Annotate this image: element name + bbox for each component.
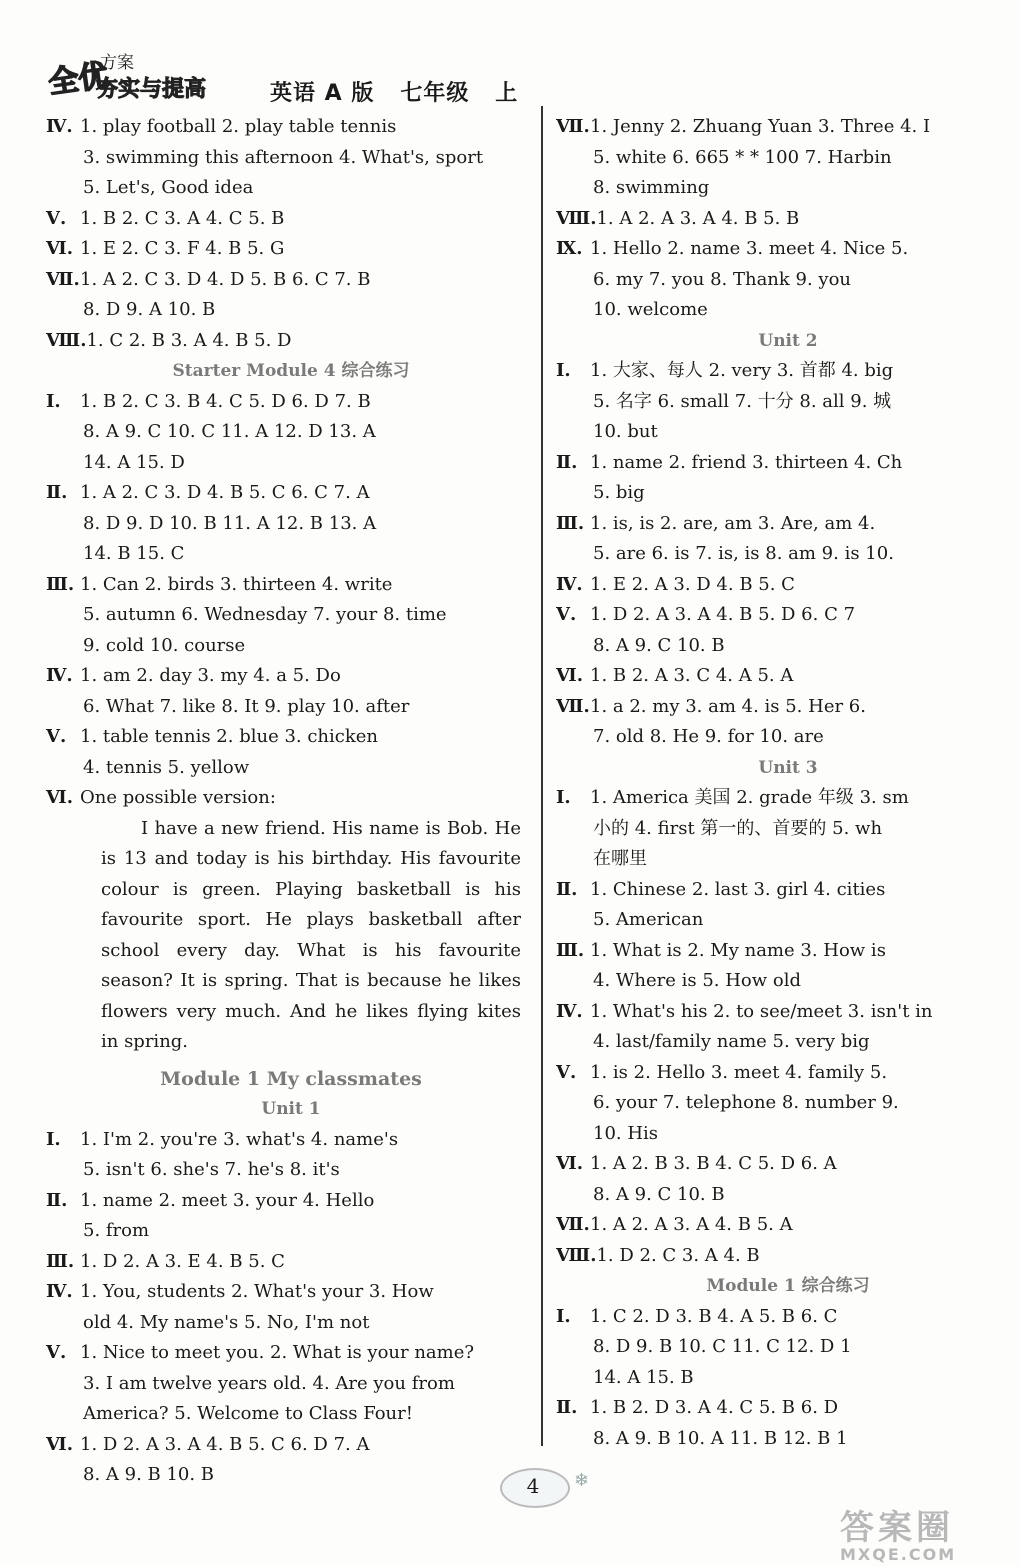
answer-line — [556, 844, 1020, 875]
answer-line — [46, 1399, 536, 1430]
answer-text: 1. E 2. C 3. F 4. B 5. G — [80, 238, 285, 259]
answer-line — [556, 1210, 1020, 1241]
answer-line — [556, 265, 1020, 296]
answer-text: 4. last/family name 5. very big — [593, 1031, 870, 1052]
answer-line — [556, 448, 1020, 479]
answer-line — [556, 631, 1020, 662]
essay-paragraph — [46, 814, 521, 1058]
answer-line — [46, 661, 536, 692]
section-heading — [46, 356, 536, 387]
answer-line — [46, 1338, 536, 1369]
answer-text: 8. D 9. B 10. C 11. C 12. D 1 — [593, 1336, 852, 1357]
answer-text: 5. Let's, Good idea — [83, 177, 254, 198]
answer-text: 1. Hello 2. name 3. meet 4. Nice 5. — [590, 238, 909, 259]
answer-line — [46, 295, 536, 326]
answer-text: 14. A 15. D — [83, 451, 185, 473]
answer-text: 7. old 8. He 9. for 10. are — [593, 726, 824, 747]
snowflake-icon: ❄ — [574, 1470, 590, 1491]
answer-text: 8. A 9. B 10. B — [83, 1464, 215, 1485]
answer-line — [46, 1430, 536, 1461]
answer-line — [556, 112, 1020, 143]
left-column — [46, 112, 536, 1491]
answer-text: Module 1 My classmates — [160, 1067, 422, 1090]
section-heading — [46, 1064, 536, 1095]
answer-text: 5. 名字 6. small 7. 十分 8. all 9. 城 — [593, 390, 892, 412]
answer-line — [46, 173, 536, 204]
answer-text: 1. A 2. A 3. A 4. B 5. A — [590, 1214, 793, 1235]
question-number: Ⅴ. — [46, 726, 67, 747]
answer-line — [556, 1302, 1020, 1333]
answer-text: 1. Can 2. birds 3. thirteen 4. write — [80, 573, 393, 595]
answer-text: 1. table tennis 2. blue 3. chicken — [80, 726, 379, 747]
answer-line — [556, 478, 1020, 509]
brand-logo — [40, 44, 250, 108]
answer-text: 10. but — [593, 421, 658, 442]
answer-line — [46, 600, 536, 631]
answer-text: 8. A 9. C 10. C 11. A 12. D 13. A — [83, 421, 376, 442]
question-number: Ⅱ. — [556, 1397, 578, 1418]
answer-text: 5. from — [83, 1220, 150, 1241]
question-number: Ⅵ. — [556, 1153, 583, 1174]
answer-line — [556, 539, 1020, 570]
question-number: Ⅱ. — [46, 1189, 68, 1211]
question-number: Ⅷ. — [556, 207, 597, 229]
answer-line — [46, 1308, 536, 1339]
answer-line — [556, 722, 1020, 753]
section-heading — [556, 1271, 1020, 1302]
answer-line — [556, 1332, 1020, 1363]
answer-line — [556, 356, 1020, 387]
question-number: Ⅳ. — [46, 1281, 73, 1302]
answer-line — [556, 1149, 1020, 1180]
answer-line — [556, 234, 1020, 265]
answer-text: 1. D 2. A 3. A 4. B 5. C 6. D 7. A — [80, 1433, 370, 1455]
question-number: Ⅸ. — [556, 238, 583, 259]
answer-line — [46, 143, 536, 174]
answer-text: 14. B 15. C — [83, 543, 185, 564]
answer-line — [556, 173, 1020, 204]
answer-line — [556, 1241, 1020, 1272]
answer-text: 8. swimming — [593, 177, 710, 198]
question-number: Ⅰ. — [556, 360, 571, 381]
section-heading — [556, 753, 1020, 784]
answer-text: 1. A 2. C 3. D 4. B 5. C 6. C 7. A — [80, 482, 370, 503]
answer-line — [46, 631, 536, 662]
answer-text: 1. D 2. A 3. E 4. B 5. C — [80, 1250, 285, 1272]
watermark-title: 答案圈 — [840, 1508, 954, 1548]
answer-text: 5. big — [593, 482, 645, 503]
answer-text: 1. am 2. day 3. my 4. a 5. Do — [80, 665, 341, 686]
answer-text: 8. A 9. C 10. B — [593, 1183, 725, 1205]
left-answers-1 — [46, 112, 536, 814]
answer-text: 1. What is 2. My name 3. How is — [590, 939, 886, 961]
question-number: Ⅶ. — [556, 1214, 590, 1235]
answer-text: 3. swimming this afternoon 4. What's, sport — [83, 146, 484, 168]
page-footer — [470, 1462, 610, 1512]
answer-text: Module 1 综合练习 — [706, 1276, 870, 1296]
answer-line — [46, 1125, 536, 1156]
answer-line — [556, 387, 1020, 418]
answer-line — [556, 966, 1020, 997]
answer-text: 8. D 9. D 10. B 11. A 12. B 13. A — [83, 512, 377, 534]
question-number: Ⅲ. — [46, 573, 75, 595]
answer-text: 6. What 7. like 8. It 9. play 10. after — [83, 695, 410, 717]
answer-text: 1. is, is 2. are, am 3. Are, am 4. — [590, 512, 876, 534]
essay-text: I have a new friend. His name is Bob. He is 13 and today is his birthday. His favourite colour is green. Playing basketball is his favourite sport. He plays basketball after school every day. What is his favourite season? It is spring. That is because he likes flowers very much. And he likes flying kites in spring. — [101, 817, 521, 1052]
right-answers — [556, 112, 1020, 1454]
answer-text: Unit 1 — [261, 1099, 321, 1119]
answer-line — [556, 1363, 1020, 1394]
question-number: Ⅷ. — [556, 1244, 597, 1266]
answer-text: 8. A 9. B 10. A 11. B 12. B 1 — [593, 1427, 848, 1449]
question-number: Ⅱ. — [556, 878, 578, 900]
question-number: Ⅴ. — [46, 207, 67, 229]
answer-text: 5. autumn 6. Wednesday 7. your 8. time — [83, 604, 447, 625]
answer-line — [556, 143, 1020, 174]
answer-text: Starter Module 4 综合练习 — [172, 361, 410, 381]
question-number: Ⅲ. — [556, 939, 585, 961]
answer-line — [46, 265, 536, 296]
question-number: Ⅵ. — [46, 787, 73, 808]
answer-line — [46, 1247, 536, 1278]
answer-line — [46, 1277, 536, 1308]
answer-text: 1. A 2. A 3. A 4. B 5. B — [596, 207, 800, 229]
watermark-url: MXQE.COM — [840, 1545, 957, 1564]
answer-text: 3. I am twelve years old. 4. Are you from — [83, 1372, 455, 1394]
answer-text: 1. America 美国 2. grade 年级 3. sm — [590, 787, 909, 808]
question-number: Ⅲ. — [556, 512, 585, 534]
answer-line — [556, 905, 1020, 936]
answer-text: 8. D 9. A 10. B — [83, 299, 216, 320]
question-number: Ⅳ. — [46, 665, 73, 686]
answer-text: 9. cold 10. course — [83, 634, 246, 656]
answer-line — [46, 570, 536, 601]
book-title: 英语 A 版 七年级 上 — [270, 81, 519, 106]
answer-text: 小的 4. first 第一的、首要的 5. wh — [593, 817, 883, 839]
answer-text: 1. I'm 2. you're 3. what's 4. name's — [80, 1128, 399, 1150]
answer-text: 4. tennis 5. yellow — [83, 756, 250, 778]
answer-line — [556, 1027, 1020, 1058]
answer-text: 10. His — [593, 1122, 659, 1144]
answer-line — [46, 326, 536, 357]
answer-line — [46, 509, 536, 540]
logo-main-text: 全优 — [46, 57, 111, 101]
section-heading — [46, 1094, 536, 1125]
answer-text: 1. Chinese 2. last 3. girl 4. cities — [590, 878, 886, 900]
section-heading — [556, 326, 1020, 357]
answer-text: 6. my 7. you 8. Thank 9. you — [593, 268, 852, 290]
answer-line — [46, 478, 536, 509]
question-number: Ⅷ. — [46, 329, 87, 351]
answer-line — [556, 1180, 1020, 1211]
answer-text: 5. are 6. is 7. is, is 8. am 9. is 10. — [593, 543, 894, 564]
answer-line — [46, 753, 536, 784]
answer-line — [556, 814, 1020, 845]
answer-text: 1. B 2. C 3. A 4. C 5. B — [80, 207, 285, 229]
page-header — [40, 44, 600, 114]
answer-line — [556, 1424, 1020, 1455]
question-number: Ⅰ. — [46, 390, 61, 412]
answer-text: 4. Where is 5. How old — [593, 970, 802, 991]
answer-text: 1. Nice to meet you. 2. What is your name? — [80, 1342, 475, 1363]
question-number: Ⅵ. — [46, 1433, 73, 1455]
answer-text: 1. a 2. my 3. am 4. is 5. Her 6. — [590, 695, 866, 717]
question-number: Ⅳ. — [556, 1000, 583, 1022]
answer-text: old 4. My name's 5. No, I'm not — [83, 1311, 370, 1333]
answer-text: 1. B 2. C 3. B 4. C 5. D 6. D 7. B — [80, 390, 371, 412]
answer-line — [556, 875, 1020, 906]
question-number: Ⅶ. — [556, 116, 590, 137]
answer-text: 1. C 2. D 3. B 4. A 5. B 6. C — [590, 1305, 838, 1327]
answer-text: 1. D 2. C 3. A 4. B — [596, 1244, 760, 1266]
answer-line — [556, 204, 1020, 235]
answer-line — [46, 1216, 536, 1247]
answer-text: Unit 3 — [758, 757, 818, 778]
watermark — [840, 1500, 1010, 1564]
answer-line — [46, 783, 536, 814]
answer-text: 6. your 7. telephone 8. number 9. — [593, 1092, 899, 1113]
question-number: Ⅰ. — [556, 787, 571, 808]
answer-text: 5. white 6. 665 * * 100 7. Harbin — [593, 146, 892, 168]
answer-line — [46, 692, 536, 723]
answer-text: 1. A 2. C 3. D 4. D 5. B 6. C 7. B — [80, 268, 371, 290]
answer-line — [46, 417, 536, 448]
answer-line — [556, 692, 1020, 723]
answer-text: 1. What's his 2. to see/meet 3. isn't in — [590, 1000, 933, 1022]
question-number: Ⅴ. — [556, 604, 577, 625]
left-answers-2 — [46, 1064, 536, 1491]
answer-text: 1. D 2. A 3. A 4. B 5. D 6. C 7 — [590, 604, 856, 625]
answer-line — [556, 570, 1020, 601]
answer-line — [46, 1460, 536, 1491]
answer-text: 5. American — [593, 909, 704, 930]
answer-line — [556, 295, 1020, 326]
answer-text: 10. welcome — [593, 299, 708, 320]
answer-text: 1. Jenny 2. Zhuang Yuan 3. Three 4. I — [590, 116, 931, 137]
answer-line — [556, 509, 1020, 540]
question-number: Ⅰ. — [46, 1128, 61, 1150]
answer-text: America? 5. Welcome to Class Four! — [83, 1403, 413, 1424]
answer-line — [556, 1119, 1020, 1150]
answer-line — [556, 600, 1020, 631]
question-number: Ⅴ. — [556, 1061, 577, 1083]
logo-top-text: 方案 — [100, 53, 134, 73]
answer-line — [46, 234, 536, 265]
page-number: 4 — [526, 1474, 540, 1498]
question-number: Ⅳ. — [46, 116, 73, 137]
answer-line — [556, 1058, 1020, 1089]
answer-text: 8. A 9. C 10. B — [593, 634, 725, 656]
answer-text: Unit 2 — [758, 330, 818, 351]
answer-text: 1. name 2. friend 3. thirteen 4. Ch — [590, 451, 903, 473]
answer-text: 1. A 2. B 3. B 4. C 5. D 6. A — [590, 1153, 837, 1174]
right-column — [556, 112, 1020, 1454]
answer-text: 1. B 2. A 3. C 4. A 5. A — [590, 665, 794, 686]
question-number: Ⅲ. — [46, 1250, 75, 1272]
answer-line — [46, 722, 536, 753]
answer-line — [46, 1369, 536, 1400]
answer-line — [556, 1088, 1020, 1119]
question-number: Ⅵ. — [46, 238, 73, 259]
answer-line — [46, 112, 536, 143]
answer-line — [46, 204, 536, 235]
question-number: Ⅴ. — [46, 1342, 67, 1363]
answer-text: 1. name 2. meet 3. your 4. Hello — [80, 1189, 375, 1211]
answer-text: 在哪里 — [593, 848, 647, 869]
answer-line — [46, 1155, 536, 1186]
answer-line — [556, 661, 1020, 692]
answer-text: 1. is 2. Hello 3. meet 4. family 5. — [590, 1061, 888, 1083]
answer-text: 1. 大家、每人 2. very 3. 首都 4. big — [590, 360, 894, 381]
answer-text: 1. play football 2. play table tennis — [80, 116, 397, 137]
answer-text: 1. C 2. B 3. A 4. B 5. D — [86, 329, 292, 351]
column-divider — [541, 106, 543, 1446]
answer-text: 14. A 15. B — [593, 1366, 694, 1388]
answer-text: 1. E 2. A 3. D 4. B 5. C — [590, 573, 795, 595]
answer-text: 1. B 2. D 3. A 4. C 5. B 6. D — [590, 1397, 839, 1418]
answer-text: One possible version: — [80, 787, 276, 808]
question-number: Ⅳ. — [556, 573, 583, 595]
answer-line — [46, 387, 536, 418]
logo-bottom-text: 夯实与提高 — [96, 77, 207, 102]
answer-text: 5. isn't 6. she's 7. he's 8. it's — [83, 1159, 340, 1180]
question-number: Ⅶ. — [556, 695, 590, 717]
question-number: Ⅰ. — [556, 1305, 571, 1327]
answer-line — [556, 936, 1020, 967]
question-number: Ⅱ. — [556, 451, 578, 473]
answer-line — [556, 997, 1020, 1028]
question-number: Ⅵ. — [556, 665, 583, 686]
question-number: Ⅶ. — [46, 268, 80, 290]
answer-line — [556, 783, 1020, 814]
answer-text: 1. You, students 2. What's your 3. How — [80, 1281, 434, 1302]
answer-line — [46, 539, 536, 570]
answer-line — [556, 1393, 1020, 1424]
answer-line — [556, 417, 1020, 448]
answer-line — [46, 448, 536, 479]
question-number: Ⅱ. — [46, 482, 68, 503]
answer-line — [46, 1186, 536, 1217]
